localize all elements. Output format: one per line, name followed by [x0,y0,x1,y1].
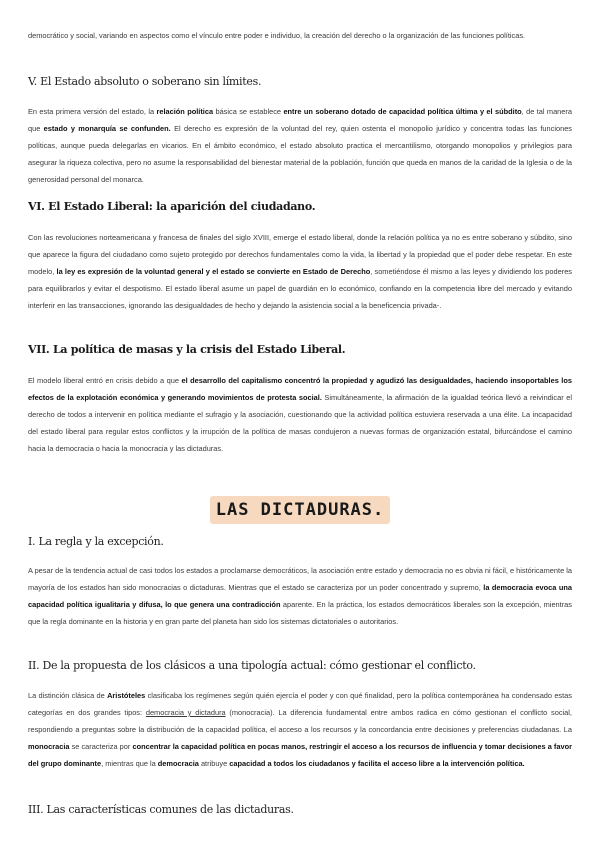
paragraph-estado-absoluto: En esta primera versión del estado, la relación política básica se establece entre un soberano dotado de capacidad política última y el súbdito, de tal manera que estado y monarquía se confunden. El derecho es expresión de la voluntad del rey, quien ostenta el monopolio jurídico y concentra todas las funciones políticas, aunque pueda delegarlas en vicarios. En el ámbito económico, el estado absoluto practica el mercantilismo, otorgando monopolios y privilegios para asegurar la riqueza colectiva, pero no asume la responsabilidad del bienestar material de la población, función que queda en manos de la caridad de la Iglesia o de la generosidad personal del monarca. [28,107,572,184]
section-heading-caracteristicas: III. Las características comunes de las dictaduras. [28,803,294,816]
banner-container [0,496,600,524]
section-heading-estado-absoluto: V. El Estado absoluto o soberano sin límites. [28,75,262,88]
paragraph-tipologia: La distinción clásica de Aristóteles clasificaba los regímenes según quién ejercía el poder y con qué finalidad, pero la política contemporánea ha condensado estas categorías en dos grandes tipos: democracia y dictadura (monocracia). La diferencia fundamental entre ambos radica en cómo gestionan el conflicto social, respondiendo a preguntas sobre la distribución de la capacidad política, el acceso a los recursos y la concordancia entre decisiones y preferencias ciudadanas. La monocracia se caracteriza por concentrar la capacidad política en pocas manos, restringir el acceso a los recursos de influencia y tomar decisiones a favor del grupo dominante, mientras que la democracia atribuye capacidad a todos los ciudadanos y facilita el acceso libre a la intervención política. [28,691,572,768]
paragraph-estado-liberal: Con las revoluciones norteamericana y francesa de finales del siglo XVIII, emerge el estado liberal, donde la relación política ya no es entre soberano y súbdito, sino que aparece la figura del ciudadano como sujeto protegido por derechos fundamentales como la vida, la libertad y la propiedad que el poder debe respetar. En este modelo, la ley es expresión de la voluntad general y el estado se convierte en Estado de Derecho, sometiéndose él mismo a las leyes y dividiendo los poderes para equilibrarlos y evitar el despotismo. El estado liberal asume un papel de guardián en lo económico, confiando en la competencia libre del mercado y evitando interferir en las transacciones, ignorando las desigualdades de hecho y dejando la asistencia social a la beneficencia privada-. [28,233,572,310]
intro-paragraph: democrático y social, variando en aspectos como el vínculo entre poder e individuo, la creación del derecho o la organización de las funciones políticas. [28,31,526,40]
paragraph-politica-de-masas: El modelo liberal entró en crisis debido a que el desarrollo del capitalismo concentró la propiedad y agudizó las desigualdades, haciendo insoportables los efectos de la explotación económica y generando movimientos de protesta social. Simultáneamente, la afirmación de la igualdad teórica llevó a reivindicar el derecho de todos a intervenir en política mediante el sufragio y la asociación, cuestionando que la actividad política estuviera reservada a una élite. La incapacidad del estado liberal para regular estos conflictos y la irrupción de la política de masas condujeron a nuevas formas de organización estatal, bifurcándose el camino hacia la democracia o hacia la monocracia y las dictaduras. [28,376,572,453]
paragraph-regla-excepcion: A pesar de la tendencia actual de casi todos los estados a proclamarse democráticos, la asociación entre estado y democracia no es obvia ni fácil, e históricamente la mayoría de los estados han sido monocracias o dictaduras. Mientras que el estado se caracteriza por un poder concentrado y supremo, la democracia evoca una capacidad política igualitaria y difusa, lo que genera una contradicción aparente. En la práctica, los estados democráticos liberales son la excepción, mientras que la regla dominante en la historia y en gran parte del planeta han sido los sistemas dictatoriales o autoritarios. [28,566,572,626]
section-heading-politica-de-masas: VII. La política de masas y la crisis del Estado Liberal. [28,343,346,356]
chapter-title-banner: LAS DICTADURAS. [210,496,391,524]
section-heading-estado-liberal: VI. El Estado Liberal: la aparición del ciudadano. [28,200,316,213]
section-heading-regla-excepcion: I. La regla y la excepción. [28,535,164,548]
section-heading-tipologia: II. De la propuesta de los clásicos a una tipología actual: cómo gestionar el conflicto. [28,659,476,672]
